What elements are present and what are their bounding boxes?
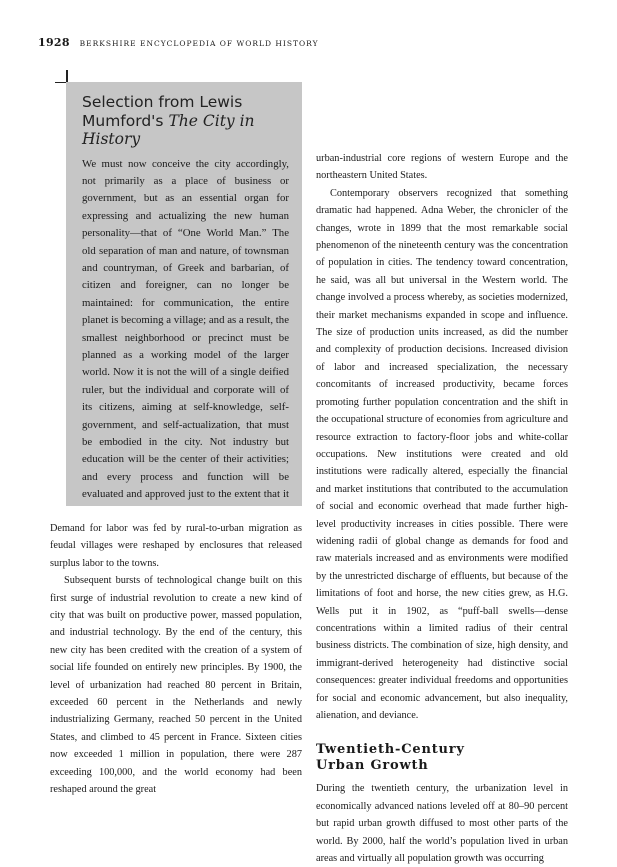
running-header [38, 36, 319, 49]
page-number: 1928 [38, 36, 70, 49]
paragraph: During the twentieth century, the urbanization level in economically advanced nations leveled off at 80–90 percent but rapid urban growth diffused to most other parts of the world. By 2000, half the world’s population lived in urban areas and virtually all population growth was occurring [316, 783, 568, 865]
paragraph: Demand for labor was fed by rural-to-urban migration as feudal villages were reshaped by enclosures that released surplus labor to the towns. [50, 523, 302, 569]
sidebar-quote: We must now conceive the city accordingly, not primarily as a place of business or government, but as an essential organ for expressing and actualizing the new human personality—that of “One World Man.” The old separation of man and nature, of townsman and countryman, of Greek and barbarian, of citizen and foreigner, can no longer be maintained: for communication, the entire planet is becoming a village; and as a result, the smallest neighborhood or precinct must be planned as a working model of the larger world. Now it is not the will of a single deified ruler, but the individual and corporate will of its citizens, aiming at self-knowledge, self-government, and self-actualization, that must be embodied in the city. Not industry but education will be the center of their activities; and every process and function will be evaluated and approved just to the extent that it [82, 157, 289, 501]
sidebar-box [66, 82, 302, 506]
running-title: BERKSHIRE ENCYCLOPEDIA OF WORLD HISTORY [79, 39, 319, 48]
paragraph: Contemporary observers recognized that something dramatic had happened. Adna Weber, the chronicler of the changes, wrote in 1899 that the most remarkable social phenomenon of the nineteenth century was the concentration of population in cities. The tendency toward concentration, he said, was all but universal in the Western world. The change involved a process whereby, as societies modernized, their market mechanisms expanded in scope and influence. The size of production units increased, as did the number and complexity of production decisions. Increased division of labor and increased specialization, the necessary concomitants of increased productivity, became forces promoting further population concentration and the shift in the occupational structure of economies from agriculture and resource extraction to factory-floor jobs and white-collar occupations. New institutions were created and old institutions were radically altered, especially the financial and market institutions that contributed to the accumulation of social and economic overhead that made further high-level productivity increases in cities possible. There were widening radii of global change as demands for food and raw materials increased and as environments were modified by the unrestricted discharge of effluents, but because of the limitations of foot and horse, the new cities grew, as H.G. Wells put it in 1902, as “puff-ball swells—dense concentrations within a limited radius of their central business districts. The combination of size, high density, and immigrant-derived heterogeneity had distinctive social consequences: greater individual freedoms and opportunities for social and economic advancement, but also inequality, alienation, and deviance. [316, 187, 568, 721]
sidebar-title-book: The City in History [82, 111, 255, 148]
sidebar-title-text: Selection from Lewis Mumford's [82, 93, 243, 130]
sidebar-title [82, 93, 289, 149]
left-column [50, 520, 302, 799]
paragraph: urban-industrial core regions of western Europe and the northeastern United States. [316, 153, 568, 182]
right-column [316, 150, 568, 867]
section-heading [316, 742, 568, 774]
section-heading-line: Urban Growth [316, 758, 429, 774]
section-heading-line: Twentieth-Century [316, 742, 465, 758]
paragraph: Subsequent bursts of technological change built on this first surge of industrial revolution to create a new kind of city that was built on productive power, massed population, and industrial technology. By the end of the century, this new city has been credited with the creation of a system of social life founded on entirely new principles. By 1900, the level of urbanization had reached 80 percent in Britain, exceeded 60 percent in the Netherlands and newly industrializing Germany, reached 50 percent in the United States, and climbed to 45 percent in France. Sixteen cities now exceeded 1 million in population, there were 287 exceeding 100,000, and the world economy had been reshaped around the great [50, 575, 302, 796]
